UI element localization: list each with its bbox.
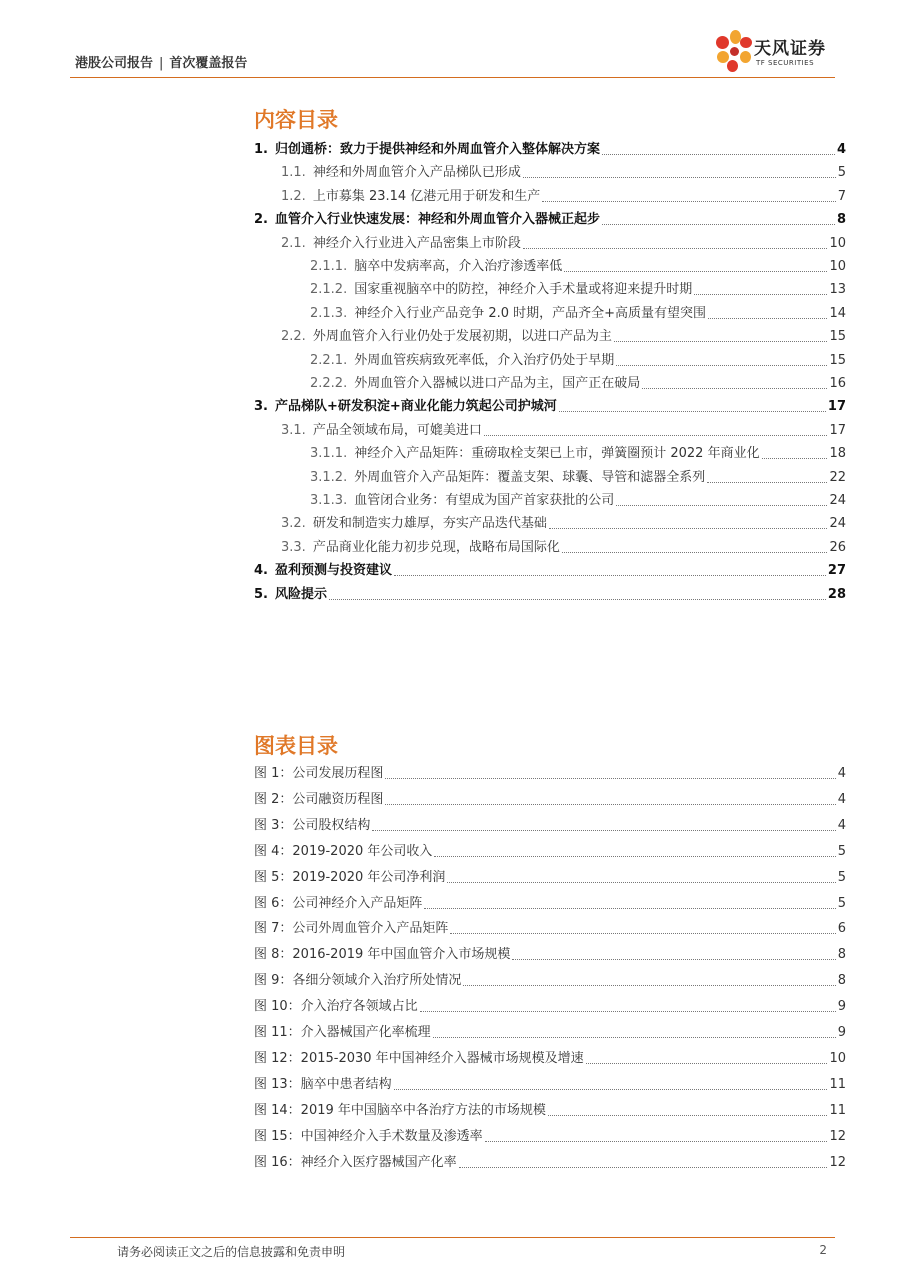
toc-entry-page: 10: [829, 259, 846, 274]
company-logo: [713, 30, 843, 76]
toc-entry-text: 脑卒中发病率高，介入治疗渗透率低: [354, 259, 563, 274]
figure-entry-text: 图 5：2019-2020 年公司净利润: [254, 869, 446, 885]
dot-leader: [642, 388, 827, 389]
figure-entry-page: 5: [837, 895, 846, 911]
figure-entry-text: 图 16：神经介入医疗器械国产化率: [254, 1154, 457, 1170]
toc-entry-label: [254, 141, 600, 159]
toc-entry-label: [310, 445, 760, 463]
toc-entry-text: 神经介入行业进入产品密集上市阶段: [312, 235, 521, 251]
toc-entry[interactable]: [310, 375, 846, 393]
dot-leader: [708, 318, 827, 319]
toc-entry[interactable]: [281, 515, 846, 533]
figure-entry-text: 图 13：脑卒中患者结构: [254, 1076, 392, 1092]
toc-entry[interactable]: [281, 235, 846, 253]
toc-entry-text: 归创通桥：致力于提供神经和外周血管介入整体解决方案: [274, 142, 600, 157]
toc-entry-number: 2.1.1.: [310, 259, 348, 274]
figure-entry-text: 图 9：各细分领域介入治疗所处情况: [254, 973, 462, 989]
toc-entry[interactable]: [254, 211, 846, 229]
figure-entry-text: 图 14：2019 年中国脑卒中各治疗方法的市场规模: [254, 1102, 546, 1118]
toc-title: 内容目录: [254, 108, 338, 132]
toc-entry-label: [281, 515, 547, 533]
toc-entry-text: 风险提示: [274, 586, 327, 602]
dot-leader: [616, 505, 827, 506]
toc-entry-label: [310, 469, 705, 487]
logo-chinese-name: 天风证券: [754, 39, 826, 59]
toc-entry-number: 1.1.: [281, 165, 306, 181]
toc-entry-number: 2.: [254, 212, 268, 228]
figure-entry[interactable]: [254, 1050, 846, 1068]
dot-leader: [485, 1141, 828, 1142]
figure-entry-page: 12: [829, 1154, 846, 1170]
toc-entry[interactable]: [281, 164, 846, 182]
toc-entry[interactable]: [254, 398, 846, 416]
toc-entry-label: [254, 586, 327, 604]
dot-leader: [548, 1115, 828, 1116]
figure-entry-text: 图 4：2019-2020 年公司收入: [254, 843, 433, 859]
toc-entry-text: 产品梯队+研发积淀+商业化能力筑起公司护城河: [274, 399, 557, 415]
toc-entry[interactable]: [281, 188, 846, 206]
dot-leader: [694, 294, 827, 295]
figure-entry-page: 6: [837, 921, 846, 937]
figure-entry-page: 8: [837, 947, 846, 963]
toc-entry-text: 外周血管疾病致死率低，介入治疗仍处于早期: [354, 352, 615, 368]
figure-entry-page: 4: [837, 817, 846, 833]
figure-entry-text: 图 11：介入器械国产化率梳理: [254, 1025, 431, 1040]
toc-entry-text: 上市募集 23.14 亿港元用于研发和生产: [312, 188, 541, 204]
dot-leader: [512, 959, 835, 960]
figure-entry[interactable]: [254, 920, 846, 938]
toc-entry-number: 2.1.3.: [310, 305, 348, 321]
dot-leader: [586, 1063, 828, 1064]
toc-entry-page: 17: [827, 399, 846, 415]
dot-leader: [542, 201, 835, 202]
figure-entry-page: 11: [829, 1076, 846, 1092]
figure-entry[interactable]: [254, 843, 846, 861]
toc-entry-text: 产品全领域布局，可媲美进口: [312, 422, 482, 438]
dot-leader: [762, 458, 828, 459]
toc-entry-page: 18: [829, 446, 846, 462]
dot-leader: [614, 341, 828, 342]
toc-entry-label: [310, 375, 640, 393]
toc-entry[interactable]: [310, 492, 846, 510]
toc-entry-page: 4: [836, 142, 846, 157]
toc-entry-page: 28: [827, 586, 846, 602]
figure-entry[interactable]: [254, 765, 846, 783]
toc-entry[interactable]: [310, 469, 846, 487]
toc-entry[interactable]: [310, 445, 846, 463]
toc-entry-label: [281, 188, 540, 206]
toc-entry-text: 产品商业化能力初步兑现，战略布局国际化: [312, 539, 560, 555]
toc-entry-page: 24: [829, 493, 846, 508]
figure-entry[interactable]: [254, 972, 846, 990]
dot-leader: [459, 1167, 828, 1168]
toc-entry-label: [310, 352, 614, 370]
toc-entry-text: 外周血管介入器械以进口产品为主，国产正在破局: [354, 376, 641, 391]
figure-entry[interactable]: [254, 1128, 846, 1146]
toc-entry[interactable]: [310, 258, 846, 276]
dot-leader: [424, 908, 835, 909]
toc-entry-page: 13: [829, 282, 846, 298]
toc-entry-text: 外周血管介入行业仍处于发展初期，以进口产品为主: [312, 329, 612, 345]
figure-entry-text: 图 10：介入治疗各领域占比: [254, 999, 418, 1015]
figure-entry-page: 8: [837, 973, 846, 989]
toc-entry-page: 8: [836, 212, 846, 228]
toc-entry-label: [281, 235, 521, 253]
report-category: 港股公司报告: [75, 56, 154, 71]
dot-leader: [602, 224, 835, 225]
toc-entry-number: 3.1.1.: [310, 446, 348, 462]
toc-entry-text: 血管闭合业务：有望成为国产首家获批的公司: [354, 493, 615, 508]
toc-entry-text: 研发和制造实力雄厚，夯实产品迭代基础: [312, 516, 547, 532]
logo-english-name: TF SECURITIES: [756, 59, 815, 67]
toc-entry[interactable]: [310, 281, 846, 299]
toc-entry-number: 3.1.: [281, 422, 306, 438]
figure-entry-text: 图 2：公司融资历程图: [254, 791, 384, 807]
page-number: 2: [819, 1243, 827, 1257]
dot-leader: [523, 177, 836, 178]
toc-entry-number: 1.: [254, 142, 268, 157]
toc-entry-number: 2.1.: [281, 235, 306, 251]
dot-leader: [523, 248, 828, 249]
figure-entry-page: 9: [837, 1025, 846, 1040]
dot-leader: [372, 830, 835, 831]
toc-entry-label: [254, 398, 557, 416]
toc-entry-label: [281, 164, 521, 182]
figure-entry[interactable]: [254, 791, 846, 809]
dot-leader: [463, 985, 835, 986]
figure-entry[interactable]: [254, 998, 846, 1016]
toc-entry-number: 1.2.: [281, 188, 306, 204]
figure-entry-page: 4: [837, 766, 846, 781]
dot-leader: [562, 552, 828, 553]
figure-entry-text: 图 3：公司股权结构: [254, 817, 371, 833]
figures-title: 图表目录: [254, 734, 338, 758]
toc-entry-number: 3.1.2.: [310, 469, 348, 485]
toc-entry-label: [310, 281, 692, 299]
toc-entry[interactable]: [310, 305, 846, 323]
toc-entry-label: [254, 562, 392, 580]
toc-entry-number: 3.: [254, 399, 268, 415]
toc-entry[interactable]: [254, 562, 846, 580]
header-separator: |: [159, 56, 164, 71]
figure-entry[interactable]: [254, 946, 846, 964]
flower-logo-icon: [713, 30, 755, 74]
toc-entry-page: 17: [829, 422, 846, 438]
report-type-header: [75, 52, 247, 71]
toc-entry-page: 22: [829, 469, 846, 485]
toc-entry-number: 2.2.1.: [310, 352, 348, 368]
figure-entry-text: 图 1：公司发展历程图: [254, 766, 384, 781]
dot-leader: [385, 778, 835, 779]
toc-entry[interactable]: [281, 422, 846, 440]
toc-entry-page: 7: [837, 188, 846, 204]
figure-entry[interactable]: [254, 1024, 846, 1042]
toc-entry-label: [281, 328, 612, 346]
dot-leader: [549, 528, 828, 529]
toc-entry[interactable]: [281, 539, 846, 557]
toc-entry-page: 15: [829, 329, 846, 345]
figure-entry[interactable]: [254, 1154, 846, 1172]
figure-entry-text: 图 8：2016-2019 年中国血管介入市场规模: [254, 947, 511, 963]
figure-entry-text: 图 7：公司外周血管介入产品矩阵: [254, 921, 449, 937]
figure-entry[interactable]: [254, 869, 846, 887]
dot-leader: [329, 599, 826, 600]
figure-entry-page: 9: [837, 999, 846, 1015]
toc-entry-number: 3.1.3.: [310, 493, 348, 508]
toc-entry-text: 神经和外周血管介入产品梯队已形成: [312, 165, 521, 181]
figure-entry-text: 图 15：中国神经介入手术数量及渗透率: [254, 1128, 483, 1144]
toc-entry-page: 5: [837, 165, 846, 181]
figure-entry-page: 4: [837, 791, 846, 807]
figure-entry-page: 5: [837, 843, 846, 859]
toc-entry[interactable]: [254, 586, 846, 604]
dot-leader: [559, 411, 826, 412]
toc-entry-text: 神经介入产品矩阵：重磅取栓支架已上市，弹簧圈预计 2022 年商业化: [354, 446, 760, 462]
dot-leader: [450, 933, 835, 934]
report-subtype: 首次覆盖报告: [169, 56, 248, 71]
figure-entry-page: 12: [829, 1128, 846, 1144]
toc-entry-label: [310, 492, 614, 510]
toc-entry-page: 15: [829, 352, 846, 368]
toc-entry-label: [310, 305, 706, 323]
dot-leader: [484, 435, 828, 436]
toc-entry[interactable]: [254, 141, 846, 159]
figure-entry[interactable]: [254, 1076, 846, 1094]
toc-entry[interactable]: [310, 352, 846, 370]
dot-leader: [420, 1011, 836, 1012]
dot-leader: [394, 575, 826, 576]
figure-entry-text: 图 12：2015-2030 年中国神经介入器械市场规模及增速: [254, 1050, 584, 1066]
toc-entry-text: 血管介入行业快速发展：神经和外周血管介入器械正起步: [274, 212, 600, 228]
toc-entry-text: 神经介入行业产品竞争 2.0 时期，产品齐全+高质量有望突围: [354, 305, 707, 321]
toc-entry-text: 国家重视脑卒中的防控，神经介入手术量或将迎来提升时期: [354, 282, 693, 298]
toc-entry-number: 3.2.: [281, 516, 306, 532]
figure-entry-page: 10: [829, 1050, 846, 1066]
figure-entry[interactable]: [254, 817, 846, 835]
toc-entry-label: [281, 539, 560, 557]
toc-entry-page: 26: [829, 539, 846, 555]
footer-divider: [70, 1237, 835, 1238]
toc-entry-label: [281, 422, 482, 440]
toc-entry-number: 2.1.2.: [310, 282, 348, 298]
figure-entry-page: 11: [829, 1102, 846, 1118]
figure-entry[interactable]: [254, 895, 846, 913]
toc-entry-page: 27: [827, 563, 846, 579]
toc-entry-page: 10: [829, 235, 846, 251]
toc-entry-number: 2.2.: [281, 329, 306, 345]
dot-leader: [616, 365, 827, 366]
figure-entry-page: 5: [837, 869, 846, 885]
dot-leader: [385, 804, 835, 805]
toc-entry-number: 4.: [254, 563, 268, 579]
dot-leader: [564, 271, 827, 272]
footer-disclaimer: 请务必阅读正文之后的信息披露和免责申明: [117, 1245, 346, 1259]
header-divider: [70, 77, 835, 78]
dot-leader: [434, 856, 835, 857]
toc-entry-text: 外周血管介入产品矩阵：覆盖支架、球囊、导管和滤器全系列: [354, 469, 706, 485]
dot-leader: [394, 1089, 828, 1090]
figure-entry-text: 图 6：公司神经介入产品矩阵: [254, 895, 423, 911]
dot-leader: [433, 1037, 836, 1038]
dot-leader: [602, 154, 835, 155]
toc-entry-page: 24: [829, 516, 846, 532]
toc-entry-text: 盈利预测与投资建议: [274, 563, 392, 579]
toc-entry-number: 5.: [254, 586, 268, 602]
toc-entry-number: 3.3.: [281, 539, 306, 555]
toc-entry-page: 14: [829, 305, 846, 321]
toc-entry-page: 16: [829, 376, 846, 391]
toc-entry-number: 2.2.2.: [310, 376, 348, 391]
figure-entry[interactable]: [254, 1102, 846, 1120]
dot-leader: [447, 882, 835, 883]
dot-leader: [707, 482, 827, 483]
toc-entry-label: [254, 211, 600, 229]
toc-entry[interactable]: [281, 328, 846, 346]
toc-entry-label: [310, 258, 562, 276]
